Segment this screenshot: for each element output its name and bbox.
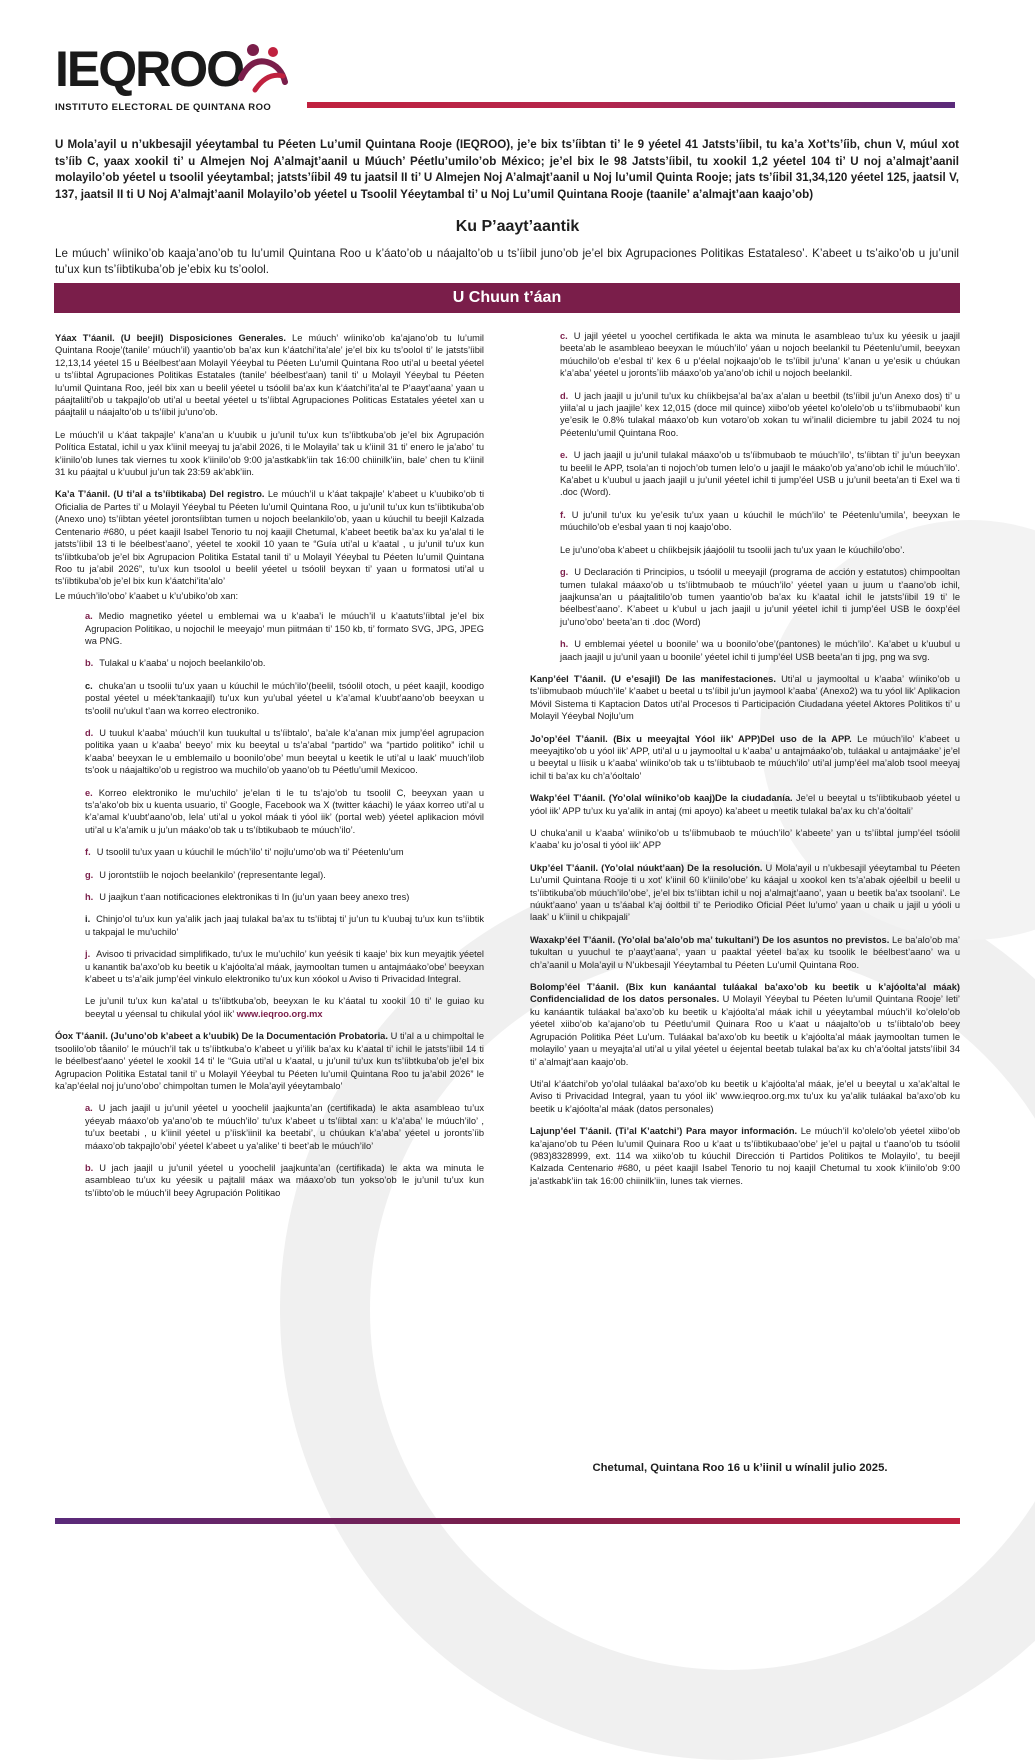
- section-1-p2: Le múuch’il u k’áat takpajle’ k’ana’an u k’uubik u ju’unil tu’ux kun ts’íibtkuba’ob je’el bix Agrupación Política Estatal, ichil u yax k’iinil meeyaj tu ja’abil 2026, ti le Molayila’ tak u k’iinil 31 ti’ enero le ja’abo’ tu k’iinilo’ob lunes tak viernes tu xook k’iinilo’ob 9:00 ja’astkabk’iin tak 16:00 chiinilk’iin, bale’ chen tu k’iinil 31 ku páajtal u k’uubul ju’un tak 23:59 ak’abk’iin.: [55, 429, 484, 478]
- logo-figures-icon: [233, 42, 293, 98]
- legal-preamble: [55, 137, 959, 203]
- closing-date: Chetumal, Quintana Roo 16 u k’iinil u wínalil julio 2025.: [592, 1462, 888, 1474]
- list-item: f. U tsoolil tu’ux yaan u kúuchil le múch’ilo’ ti’ nojlu’umo’ob wa ti’ Péetenlu’um: [85, 847, 404, 858]
- list-item: h. U jaajkun t’aan notificaciones elektronikas ti In (ju’un yaan beey anexo tres): [85, 892, 410, 903]
- documents-list: [55, 1102, 484, 1199]
- section-9-p2: Uti’al k’áatchi’ob yo’olal tuláakal ba’axo’ob ku beetik u k’ajóolta’al máak, je’el u beeytal u xa’ak’altal le Aviso ti Privacidad Integral, yaan tu yóol iik’ www.ieqroo.org.mx tu’ux ku ya’alik tuláakal ba’axo’ob ku beetik u k’ajóolta’al máak (datos personales): [530, 1078, 960, 1114]
- list-item: g. U jorontstíib le nojoch beelankilo’ (representante legal).: [85, 869, 326, 880]
- list-item: h. U emblemai yéetel u boonile’ wa u boonilo’obe’(pantones) le múch’ilo’. Ka’abet u k’uubul u jaach jaajil u ju’unil yaan u boonile’ yéetel ichil ti jump’éel USB beeta’an ti jpg, png wa svg.: [560, 639, 960, 662]
- section-3-title: Óox T’áanil. (Ju’uno’ob k’abeet a k’uubik) De la Documentación Probatoria.: [55, 1031, 388, 1042]
- section-4-title: Kanp’éel T’áanil. (U e’esajil) De las manifestaciones.: [530, 673, 776, 684]
- section-8-title: Waxakp’éel T’áanil. (Yo’olal ba’alo’ob ma’ tukultani’) De los asuntos no previstos.: [530, 934, 890, 945]
- section-4: Kanp’éel T’áanil. (U e’esajil) De las manifestaciones. Uti’al u jaymooltal u k’aaba’ wíiniko’ob u ts’íibmubaob múuch’ile’ k’aabet u beetal u ts’íibil ju’un jaymool k’aaba’ (Anexo2) wa tu yóol lik’ Aplikacion Móvil Sistema ti Kaptacion Datos uti’al Procesos ti Participación Ciudadana yéetel Aktores Politikos ti’ u Molayil Yéeybal Nojlu’um: [530, 673, 960, 722]
- section-1-body: Le múuch’ wíiniko’ob ka’ajano’ob tu lu’umil Quintana Rooje’(tanile’ múuch’il) yaantio’ob ba’ax kun k’áatchi’ita’ale’ je’el bix ku ts’oolol ti’ le jatsts’íibil 12,13,14 yéetel 15 u Béelbest’aan Molayil Yéeybal tu Péeten Lu’umil Quintana Roo uti’al u beetal yéetel u ts’íibtal Agrupaciones Politikas Estatales (tanile’ béelbest’aan) tanil ti’ u Molayil Yéeybal tu Péeten lu’umil Quintana Roo, jeél bix xan u beelil yéetel u tsóolil ba’ax kun k’áatchi’ita’al te P’aayt’aana’ yaan u páajtalilti’ob u takpajlo’ob uti’al u beetal yéetel u ts’íibtal Agrupaciones Politicas Estatales yéetel xan u páajtalil u náajalto’ob u ts’íibil ju’uno’ob.: [55, 333, 484, 418]
- left-column: [55, 332, 484, 1209]
- section-10: Lajunp’éel T’áanil. (Ti’al K’aatchi’) Para mayor información. Le múuch’il ko’olelo’ob yéetel xiibo’ob ka’ajano’ob tu Péen lu’umil Quinara Roo u k’aat u ts’íibtikubaao’obe’ je’el u pajtal u t’aano’ob tu tsóolil (983)8328999, ext. 114 wa xiiko’ob tu kúuchil Dirección ti Partidos Politikos te Molayilo’, tu beejil Kalzada Centenario #680, u péet kaajil Isabel Tenorio tu noj kaajil Chetumal tu xook k’iinilo’ob 9:00 ja’astkabk’iin tak 16:00 chiinilk’iin, lunes tak viernes.: [530, 1126, 960, 1186]
- section-banner: U Chuun t’áan: [54, 283, 960, 313]
- section-6-p2: U chuka’anil u k’aaba’ wíiniko’ob u ts’íibmubaob te múuch’ilo’ k’abeete’ yan u ts’íibtal jump’éel tsóolil k’aaba’ ku jo’osal ti yóol iik’ APP: [530, 828, 960, 851]
- list-item: b. Tulakal u k’aaba’ u nojoch beelankilo’ob.: [85, 658, 266, 669]
- section-8: Waxakp’éel T’áanil. (Yo’olal ba’alo’ob ma’ tukultani’) De los asuntos no previstos. Le ba’alo’ob ma’ tukultan u yuuchul te p’aayt’aana’, yaan u paaktal yéetel ba’ax ku tsoolik le béelbest’aano’ wa u ch’a’aanil u Mola’ayil u N’ukbesajil Yéeytambal tu Péeten Lu’umil Quintana Roo.: [530, 934, 960, 970]
- section-2-title: Ka’a T’áanil. (U ti’al a ts’íibtikaba) Del registro.: [55, 489, 265, 500]
- preamble-text-cont: je’e bix ts’íibtan ti’ le 9 yéetel 41 Jatsts’íibil, tu ka’a Xot’ts’íib, chun V, múul xot ts’íib C, yaax xookil ti’ u Almejen Noj A’almajt’aanil u Múuch’ Péetlu’umilo’ob México; je’el bix le 98 Jatsts’íibil, tu xookil 1,2 yéetel 104 ti’ U noj a’almajt’aanil molayilo’ob yéetel u tsoolil yéeytambal; jatsts’íibil 49 tu jaatsil II ti’ U Almejen Noj A’almajt’aanil u Noj lu’umil Quinta Rooje; jats ts’íibil 31,34,120 yéetel 125, jaatsil V, 137, jaatsil II ti U Noj A’almajt’aanil Molayilo’ob yéetel u Tsoolil Yéeytambal ti’ u Noj Lu’umil Quintana Rooje (taanile’ a’almajt’aan kaajo’ob): [55, 138, 960, 201]
- website-link[interactable]: www.ieqroo.org.mx: [236, 1008, 323, 1019]
- lead-paragraph: Le múuch’ wíiniko’ob kaaja’ano’ob tu lu’umil Quintana Roo u k’áato’ob u náajalto’ob u ts’íibil juno’ob je’el bix Agrupaciones Politikas Estataleso’. K’abeet u ts’aiko’ob u ju’unil tu’ux kun ts’íibtikuba’ob je’ebix ku ts’oolol.: [55, 247, 959, 277]
- list-item: g. U Declaración ti Principios, u tsóolil u meeyajil (programa de acción y estatutos) chimpooltan tumen tulakal máaxo’ob u ts’íibtmubaob te múuch’ilo’ yéetel yaan u juum u t’aano’ob ichil, jaajkunsa’an u páajtalitilo’ob tumen yaantio’ob ba’ax ku k’aatal ichil le jatsts’íibil 19 ti’ le béelbest’aano’. K’abeet u k’ubul u jach jaajil u ju’unil yéetel ichil ti jump’éel USB le óoxp’éel ju’uno’obo’ beeta’an ti .doc (Word): [560, 567, 960, 627]
- section-1: [55, 332, 484, 419]
- list-item: d. U tuukul k’aaba’ múuch’il kun tuukultal u ts’íibtalo’, ba’ale k’a’anan mix jump’éel agrupacion politika yaan u k’aaba’ beeyo’ mix ku beeytal u ts’a’abal “partido” wa “partido politiko” ichil u k’aaba’ beeyxan le u emblemailo u boonilo’obe’ mun beeytal u keetik le uti’al u laak’ muuch’ilob ts’ook u náajaltiko’ob u registroo wa muchilo’ob yaano’ob tu Péetlu’umil Mexicoo.: [85, 727, 484, 776]
- section-2-body: Le múuch’il u k’áat takpajle’ k’abeet u k’uubiko’ob ti Oficialia de Partes ti’ u Molayil Yéeybal tu Péeten lu’umil Quintana Roo, u ju’unil tu’ux kun ts’íibtikuba’ob (Anexo uno) ts’íibtan yéetel jorontsíibtan tumen u nojoch beelankilo’ob, yaan u kúuchil tu beejil Kalzada Centenario #680, u péet kaajil Isabel Tenorio tu noj kaajil Chetumal, k’abeet beetik ba’ax ku ya’alal ti le jatsts’íibil 13 ti le béelbest’aano’, yéetel te xookil 10 yaan te “Guía uti’al u k’aatal , u ju’unil tu’ux kun ts’íibtkuba’ob je’el bix Agrupacion Politika Estatal tanil ti’ u Molayil Yéeybal tu Péeten lu’umil Quintana Roo tu ja’abil 2026”, tu’ux kun tsoolol u beelil yéetel u tsóolil beyxan ti’ yaan u formatosi uti’al u ts’íibtikuba’ob je’el bix kun k’áatchi’ita’alo’: [55, 489, 485, 587]
- list-item: b. U jach jaajil u ju’unil yéetel u yoochelil jaajkunta’an (certifikada) le akta wa minuta le asambleao tu’ux ku yéesik u pajtalil máax wa máaxo’ob tun yokso’ob le ju’unil tu’ux kun ts’íibto’ob le múuch’il beey Agrupación Politikao: [85, 1162, 484, 1198]
- list-item: e. U jach jaajil u ju’unil tulakal máaxo’ob u ts’íibmubaob te múuch’ilo’, ts’íibtan ti’ ju’un beeyxan tu beelil le APP, tsola’an ti nojoch’ob tumen lelo’o u jaajil le máako’ob ya’ano’ob ichil le múuch’ilo’. Ka’abet u k’uubul u jaach jaajil u ju’unil yéetel ichil ti jump’éel USB u ju’unil beeta’an ti Exel wa ti .doc (Word).: [560, 450, 960, 498]
- logo-wordmark: IEQROO: [55, 41, 244, 97]
- list-item: c. U jajil yéetel u yoochel certifikada le akta wa minuta le asambleao tu’ux ku yéesik u jaajil beeta’ab le asambleao beeyxan le múuch’ilo’ yáan u nojoch beelankil tu Péetenlu’umil, beeyxan múuchilo’ob e’esbal ti’ kex 6 u p’éelal nojkaajo’ob le ts’íibil ju’una’ k’anan u ye’esik u chúukan k’a’aba’ yéetel u jorontsʼíib máaxo’ob ya’ano’ob ichil u nojoch beelankil.: [560, 331, 960, 379]
- section-1-title: Yáax T’áanil. (U beejil) Disposiciones Generales.: [55, 333, 287, 343]
- top-accent-bar: [307, 102, 955, 108]
- logo-subtitle: INSTITUTO ELECTORAL DE QUINTANA ROO: [55, 102, 272, 113]
- bottom-accent-bar: [55, 1518, 960, 1524]
- section-9-title: Bolomp’éel T’áanil. (Bix kun kanáantal tuláakal ba’axo’ob ku beetik u k’ajóolta’al máak) Confidencialidad de los datos personales.: [530, 982, 960, 1005]
- section-3-body: U ti’al a u chimpoltal le tsoolilo’ob tåanilo’ le múuch’il tak u ts’íibtkuba’o k’abeet u yi’ilik ba’ax ku k’aatal ti’ ichil le jatsts’íibil 14 ti le béelbest’aano’ yéetel le xookil 14 ti’ le “Guia uti’al u k’aatal, u ju’unil tu’ux kun ts’íibtkuba’ob je’el bix Agrupacion Politika Estatal tanil ti’ u Molayil Yéeybal tu Péeten lu’umil Quintana Roo tu ja’abil 2026” le ka’ap’éelal noj ju’uno’obo’ chimpoltan tumen le Mola’ayil yéeytambalo’: [55, 1031, 484, 1091]
- list-item: a. U jach jaajil u ju’unil yéetel u yoochelil jaajkunta’an (certifikada) le akta asambleao tu’ux yéeyab máaxo’ob ya’ano’ob te múuch’ilo’ tu’ux k’abeet u ts’íibtal xan: u k’a’aba’ le múuch’ilo’ , tu’ux beetabi , u k’iinil yéetel u p’íisk’iinil ka beetabi’, u chúukan k’a’aba’ yéetel u jorontsʼíib máaxo’ob takpajlo’obi’ yéetel k’abeet u ya’alike’ ti beet’ab le múuch’ilo’: [85, 1103, 484, 1151]
- list-item: d. U jach jaajil u ju’unil tu’ux ku chíikbejsa’al ba’ax a’alan u beetbil (ts’íibil ju’un Anexo dos) ti’ u yiila’al u jach jaajile’ kex 12,015 (doce mil quince) xiibo’ob yéetel ko’olelo’ob u ts’íibmubaobi’ kun ye’esik le 0.8% tulakal máaxo’ob kun votaro’ob xokan tu wi’inalil diciembre tu jabil 2024 tu noj Péetenlu’umil Quintana Roo.: [560, 390, 960, 438]
- list-item: a. Medio magnetiko yéetel u emblemai wa u k’aaba’i le múuch’il u k’aatuts’íibtal je’el bix Agrupacion Politikao, u nojochil le meeyajo’ mun piitmáan ti’ 150 kb, ti’ formato SVG, JPG, JPEG wa PNG.: [85, 611, 484, 646]
- section-6: Wakp’éel T’áanil. (Yo’olal wíiniko’ob kaaj)De la ciudadanía. Je’el u beeytal u ts’íibtikubaob yéetel u yóol iik’ APP tu’ux ku ya’alik in antaj (mi apoyo) ka’abeet u meetik tulakal ba’ax ku ch’a’óoltali’: [530, 793, 961, 816]
- section-2-requirements-intro: Le múuch’ilo’obo’ k’aabet u k’u’ubiko’ob xan:: [55, 590, 239, 601]
- section-7: Ukp’éel T’áanil. (Yo’olal núukt’aan) De la resolución. U Mola’ayil u n’ukbesajil yéeytambal tu Péeten Lu’umil Quintana Rooje ti u xot’ k’iinil 60 k’iinilo’obe’ ku káajal u xookol ken ts’a’abak ojéelbil u beelil u ts’íibtikuba’ob múuch’ilo’obe’, je’el bix ts’íibtan ichil u noj a’almajt’aano’, yaan u beetik ba’ax tsoolani’. Le núukt’aano’ yaan u ts’áabal k’aj óoltbil ti’ te Periodiko Oficial Péet lu’umo’ yaan u chaik u jajil u yóoli u laak’ u k’iinil u chikpajali’: [530, 862, 961, 923]
- section-7-title: Ukp’éel T’áanil. (Yo’olal núukt’aan) De la resolución.: [530, 862, 763, 873]
- section-9: Bolomp’éel T’áanil. (Bix kun kanáantal tuláakal ba’axo’ob ku beetik u k’ajóolta’al máak) Confidencialidad de los datos personales. U Molayil Yéeybal tu Péeten lu’umil Quintana Rooje’ leti’ ku kanáantik tuláakal ba’axo’ob ku beetik u k’ajóolta’al máak ichil u yéeytambal múuch’il ko’olelo’ob yéetel xiibo’ob ka’ajano’ob tu Péetlu’umil Quinara Roo u k’aat u náajalto’ob u ts’íibtalo’ob beey Agrupación Politika Péet Lu’um. Tuláakal ba’axo’ob ku beetik u k’ajóolta’al máak jaymooltan tumen le molayilo’ yaan u meyajta’al uti’al u yilal yéetel u éejental beetab tulakal ba’ax ku ch’a’óoltal jatsts’íibil 34 ti’ a’almajt’aan kaajo’ob.: [530, 982, 960, 1067]
- requirements-list: [55, 610, 484, 1020]
- list-item: f. U ju’unil tu’ux ku ye’esik tu’ux yaan u kúuchil le múch’ilo’ te Péetenlu’umila’, beeyxan le múuchilo’ob e’esbal yaan ti noj kaajo’obo.: [560, 509, 960, 533]
- preamble-text: U Mola’ayil u n’ukbesajil yéeytambal tu Péeten Lu’umil Quintana Rooje: [55, 138, 456, 151]
- documents-list-cont: [530, 330, 960, 663]
- section-5: Jo’op’éel T’áanil. (Bix u meeyajtal Yóol iik’ APP)Del uso de la APP. Le múuch’ilo’ k’abeet u meeyajtiko’ob u yóol iik’ APP, uti’al u u jaymooltal u k’aaba’ u antajmáako’ob, tuláakal u antajmáake’ je’el u beeytal u líisik u k’aaba’ wíiniko’ob tak u ts’íibtubaob te múuch’ilo’ uti’al jump’éel ma’alob tsool meeyaj ichil ti ba’ax ku ch’a’óoltalo’: [530, 733, 960, 781]
- section-10-title: Lajunp’éel T’áanil. (Ti’al K’aatchi’) Para mayor información.: [530, 1126, 798, 1137]
- section-3: [55, 1030, 484, 1092]
- list-item: j. Avisoo ti privacidad simplifikado, tu’ux le mu’uchilo’ kun yeésik ti kaaje’ bix kun meyajtik yéetel u kanantik ba’axo’ob ku beetik u k’ajóolta’al máak, jaymooltan tumen u antajmáako’obe’ beeyxan k’abeet u ts’a’aik jump’éel vinkulo elektroniko tu’ux kun xóokol u Aviso ti Privacidad Integral.: [85, 949, 484, 985]
- list-item: c. chuka’an u tsoolii tu’ux yaan u kúuchil le múch’ilo’(beelil, tsóolil otoch, u péet kaajil, koodigo postal yéetel u méek’tankaajil) tu’ux kun yu’ubal yéetel u k’a’amal k’uubt’aano’ob beeyxan u ts’oolil nu’ukul t’aan wa korreo electroniko.: [85, 680, 484, 716]
- section-6-title: Wakp’éel T’áanil. (Yo’olal wíiniko’ob kaaj)De la ciudadanía.: [530, 793, 793, 804]
- preamble-acronym: (IEQROO),: [455, 138, 514, 151]
- list-item: Le ju’uno’oba k’abeet u chíikbejsik jáajóolil tu tsoolii jach tu’ux yaan le kúuchilo’obo’.: [560, 544, 905, 555]
- document-title: Ku P’aayt’aantik: [455, 218, 580, 235]
- list-item: i. Chinjo’ol tu’ux kun ya’alik jach jaaj tulakal ba’ax tu ts’íibtaj ti’ ju’un tu k’uubaj tu’ux kun ts’íibtik u takpajal le mu’uchilo’: [85, 914, 484, 937]
- guide-download-note: Le ju’unil tu’ux kun ka’atal u ts’íibtkuba’ob, beeyxan le ku k’áatal tu xookil 10 ti’ le guiao ku beeytal u yéensal tu chikulal yóol iik’ www.ieqroo.org.mx: [85, 996, 484, 1019]
- ieqroo-logo: [55, 42, 295, 118]
- section-2: [55, 488, 484, 587]
- right-column: [530, 330, 960, 1197]
- list-item: e. Korreo elektroniko le mu’uchilo’ je’elan ti le tu ts’ajo’ob tu tsoolil C, beeyxan yaan u ts’a’ako’ob bix u kuenta usuario, ti’ Google, Facebook wa X (twitter káachi) le yáax korreo uti’al u k’a’amal k’uubt’aano’ob, lela’ uti’al u yokol máak ti yóol iik’ (portal web) yéetel aplikacion móvil uti’al u k’a’amik u ju’un máako’ob tak u ts’íbtikubaob te múuch’ilo’.: [85, 787, 484, 835]
- section-5-title: Jo’op’éel T’áanil. (Bix u meeyajtal Yóol iik’ APP)Del uso de la APP.: [530, 733, 852, 744]
